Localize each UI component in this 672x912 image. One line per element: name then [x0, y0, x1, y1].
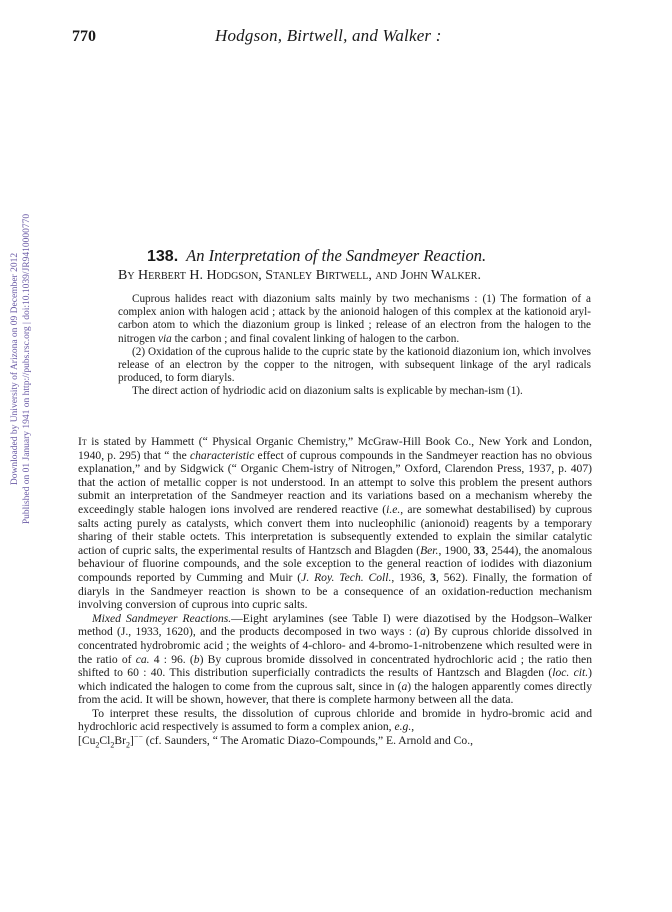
- author-byline: By Herbert H. Hodgson, Stanley Birtwell, and John Walker.: [118, 268, 481, 283]
- body-paragraph-2: Mixed Sandmeyer Reactions.—Eight arylamines (see Table I) were diazotised by the Hodgson–Walker method (J., 1933, 1620), and the products decomposed in two ways : (a) By cuprous chloride dissolved in concentrated hydrobromic acid ; the weights of 4-chloro- and 4-bromo-1-nitrobenzene which resulted were in the ratio of ca. 4 : 96. (b) By cuprous bromide dissolved in concentrated hydrochloric acid ; the ratio then shifted to 60 : 40. This distribution superficially contradicts the results of Hantzsch and Blagden (loc. cit.) which indicated the halogen to come from the cuprous salt, since in (a) the halogen apparently comes directly from the acid. It will be shown, however, that there is complete harmony between all the data.: [78, 611, 593, 707]
- download-stamp-line-1[interactable]: Downloaded by University of Arizona on 09 December 2012: [10, 252, 20, 486]
- abstract-paragraph-3: The direct action of hydriodic acid on diazonium salts is explicable by mechan-ism (1).: [132, 385, 523, 398]
- page-number: 770: [72, 28, 96, 45]
- body-paragraph-3: To interpret these results, the dissolution of cuprous chloride and bromide in hydro-bromic acid and hydrochloric acid respectively is assumed to form a complex anion, e.g., $[Cu_2Cl_2Br_2]^{--}$ (cf. Saunders, “ The Aromatic Diazo-Compounds,” E. Arnold and Co.,: [78, 706, 592, 750]
- running-title: Hodgson, Birtwell, and Walker :: [215, 26, 442, 45]
- download-stamp-line-2[interactable]: Published on 01 January 1941 on http://pubs.rsc.org | doi:10.1039/JR9410000770: [22, 213, 32, 525]
- complex-anion-formula: $[Cu_2Cl_2Br_2]^{--}$: [78, 732, 143, 750]
- article-body: [78, 435, 592, 748]
- article-number: 138.: [147, 248, 179, 265]
- body-paragraph-1: It is stated by Hammett (“ Physical Organic Chemistry,” McGraw-Hill Book Co., New York and London, 1940, p. 295) that “ the characteristic effect of cuprous compounds in the Sandmeyer reaction has no obvious explanation,” and by Sidgwick (“ Organic Chem-istry of Nitrogen,” Oxford, Clarendon Press, 1937, p. 407) that the action of metallic copper is not understood. In an attempt to solve this problem the present authors submit an interpretation of the Sandmeyer reaction and its variations based on a mechanism whereby the exceedingly stable halogen ions involved are rendered reactive (i.e., are somewhat destabilised) by cuprous salts acting purely as catalysts, which convert them into nucleophilic (anionoid) reagents by a temporary sharing of their stable octets. This interpretation is subsequently extended to explain the similar catalytic action of cupric salts, the experimental results of Hantzsch and Blagden (Ber., 1900, 33, 2544), the anomalous behaviour of fluorine compounds, and the sole exception to the general reaction of iodides with diazonium compounds reported by Cumming and Muir (J. Roy. Tech. Coll., 1936, 3, 562). Finally, the formation of diaryls in the Sandmeyer reaction is shown to be a consequence of an oxidation-reduction mechanism involving conversion of cuprous into cupric salts.: [78, 435, 593, 612]
- abstract-paragraph-1: Cuprous halides react with diazonium salts mainly by two mechanisms : (1) The formation of a complex anion with halogen acid ; attack by the anionoid halogen of this complex at the kationoid aryl-carbon atom to which the diazonium group is linked ; release of an electron from the halogen to the nitrogen via the carbon ; and final covalent linking of halogen to the carbon.: [118, 293, 591, 345]
- section-heading: Mixed Sandmeyer Reactions.: [92, 611, 232, 625]
- abstract: [118, 293, 591, 399]
- abstract-paragraph-2: (2) Oxidation of the cuprous halide to the cupric state by the kationoid diazonium ion, which involves release of an electron by the copper to the nitrogen, with subsequent linkage of the aryl radicals produced, to form diaryls.: [118, 345, 591, 385]
- article-title: [147, 246, 486, 266]
- download-stamp: [9, 201, 33, 537]
- article-title-text: An Interpretation of the Sandmeyer Reaction.: [186, 246, 487, 265]
